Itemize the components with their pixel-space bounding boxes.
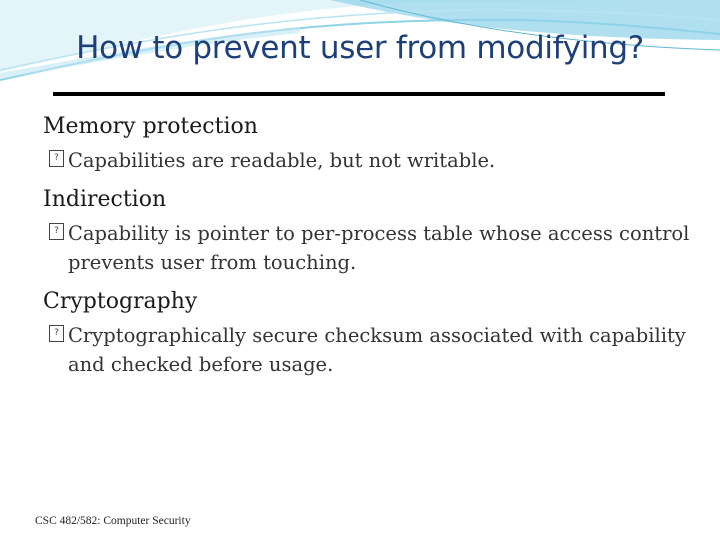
section-indirection [43,185,703,277]
section-heading: Indirection [43,187,167,212]
slide-title: How to prevent user from modifying? [76,30,644,66]
section-heading: Memory protection [43,114,258,139]
bullet-item [49,219,703,277]
slide-footer: CSC 482/582: Computer Security [35,515,191,527]
bullet-item [49,146,703,175]
title-underline [53,92,665,96]
section-memory-protection [43,112,703,175]
missing-glyph-box-icon: ? [49,150,64,167]
slide-content [43,112,703,389]
missing-glyph-box-icon: ? [49,325,64,342]
section-cryptography [43,287,703,379]
missing-glyph-box-icon: ? [49,223,64,240]
bullet-text: Capabilities are readable, but not writable. [68,149,496,172]
section-heading: Cryptography [43,289,198,314]
bullet-item [49,321,703,379]
bullet-text: Cryptographically secure checksum associated with capability and checked before usage. [68,324,686,376]
bullet-text: Capability is pointer to per-process table whose access control prevents user from touching. [68,222,690,274]
